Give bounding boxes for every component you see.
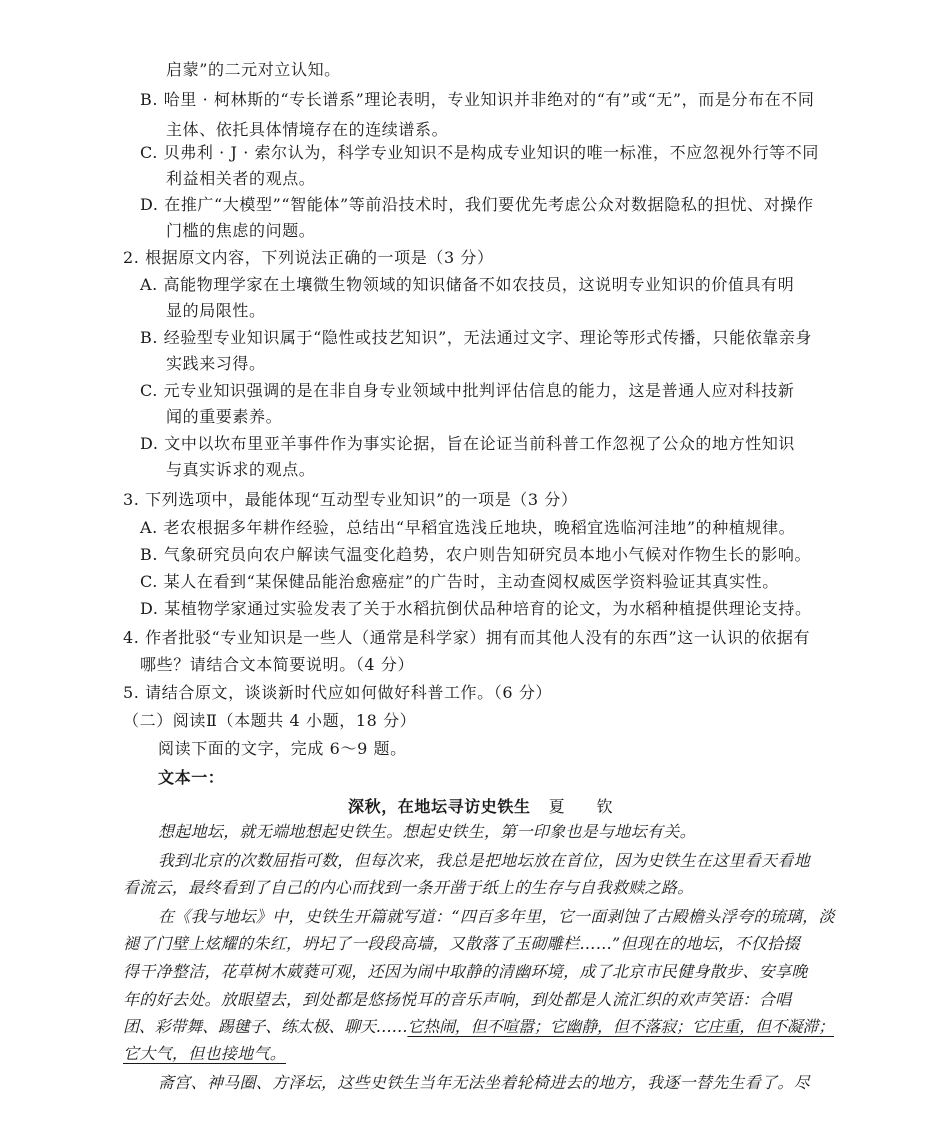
q5-stem: 5. 请结合原文，谈谈新时代应如何做好科普工作。（6 分） xyxy=(123,683,553,702)
passage-underlined-sentence: 它热闹，但不喧嚣；它幽静，但不落寂；它庄重，但不凝滞； xyxy=(407,1017,835,1036)
passage-paragraph-2-line1: 我到北京的次数屈指可数，但每次来，我总是把地坛放在首位，因为史铁生在这里看天看地 xyxy=(158,851,811,870)
q3-option-b: B. 气象研究员向农户解读气温变化趋势，农户则告知研究员本地小气候对作物生长的影响。 xyxy=(140,545,812,564)
passage-title: 深秋，在地坛寻访史铁生 xyxy=(348,797,531,816)
passage-underlined-sentence-end: 它大气，但也接地气。 xyxy=(123,1044,287,1063)
q2-stem: 2. 根据原文内容，下列说法正确的一项是（3 分） xyxy=(123,248,494,267)
q2-option-d-line2: 与真实诉求的观点。 xyxy=(166,460,316,479)
passage-paragraph-3-line4: 年的好去处。放眼望去，到处都是悠扬悦耳的音乐声响，到处都是人流汇织的欢声笑语：合唱 xyxy=(123,990,792,1009)
q1-option-d-line1: D. 在推广“大模型”“智能体”等前沿技术时，我们要优先考虑公众对数据隐私的担忧、对操作 xyxy=(140,195,814,214)
q2-option-c-line1: C. 元专业知识强调的是在非自身专业领域中批判评估信息的能力，这是普通人应对科技新 xyxy=(140,381,795,400)
passage-author: 夏 钦 xyxy=(548,797,621,816)
q1-option-d-line2: 门槛的焦虑的问题。 xyxy=(166,221,316,240)
q1-option-a-continuation: 启蒙”的二元对立认知。 xyxy=(166,60,341,79)
q4-stem-line1: 4. 作者批驳“专业知识是一些人（通常是科学家）拥有而其他人没有的东西”这一认识的依据有 xyxy=(123,628,811,647)
q2-option-b-line1: B. 经验型专业知识属于“隐性或技艺知识”，无法通过文字、理论等形式传播，只能依靠亲身 xyxy=(140,328,813,347)
q3-option-a: A. 老农根据多年耕作经验，总结出“早稻宜选浅丘地块，晚稻宜选临河洼地”的种植规律。 xyxy=(140,518,796,537)
text-one-label: 文本一： xyxy=(158,768,225,787)
q3-stem: 3. 下列选项中，最能体现“互动型专业知识”的一项是（3 分） xyxy=(123,490,578,509)
q1-option-c-line1: C. 贝弗利 · J · 索尔认为，科学专业知识不是构成专业知识的唯一标准，不应忽视外行等不同 xyxy=(140,143,819,162)
q1-option-b-line1: B. 哈里 · 柯林斯的“专长谱系”理论表明，专业知识并非绝对的“有”或“无”，而是分布在不同 xyxy=(140,90,815,109)
q2-option-d-line1: D. 文中以坎布里亚羊事件作为事实论据，旨在论证当前科普工作忽视了公众的地方性知识 xyxy=(140,434,796,453)
section-instruction: 阅读下面的文字，完成 6～9 题。 xyxy=(158,739,407,758)
q4-stem-line2: 哪些？请结合文本简要说明。（4 分） xyxy=(140,655,415,674)
passage-paragraph-3-line5 xyxy=(123,1017,834,1037)
q2-option-b-line2: 实践来习得。 xyxy=(166,354,266,373)
q1-option-b-line2: 主体、依托具体情境存在的连续谱系。 xyxy=(166,120,449,139)
section-heading: （二）阅读Ⅱ（本题共 4 小题，18 分） xyxy=(123,711,417,730)
q3-option-d: D. 某植物学家通过实验发表了关于水稻抗倒伏品种培育的论文，为水稻种植提供理论支持。 xyxy=(140,599,812,618)
q2-option-c-line2: 闻的重要素养。 xyxy=(166,407,283,426)
passage-paragraph-3-line3: 得干净整洁，花草树木葳蕤可观，还因为闹中取静的清幽环境，成了北京市民健身散步、安享晚 xyxy=(123,962,808,981)
q2-option-a-line2: 显的局限性。 xyxy=(166,301,266,320)
passage-paragraph-3-line2: 褪了门壁上炫耀的朱红，坍圮了一段段高墙，又散落了玉砌雕栏……”但现在的地坛，不仅拾掇 xyxy=(123,934,800,953)
q3-option-c: C. 某人在看到“某保健品能治愈癌症”的广告时，主动查阅权威医学资料验证其真实性。 xyxy=(140,572,779,591)
passage-paragraph-3-line6 xyxy=(123,1044,286,1064)
passage-title-line xyxy=(348,797,621,817)
passage-paragraph-4-line1: 斋宫、神马圈、方泽坛，这些史铁生当年无法坐着轮椅进去的地方，我逐一替先生看了。尽 xyxy=(158,1073,811,1092)
passage-activities-text: 团、彩带舞、踢毽子、练太极、聊天…… xyxy=(123,1017,408,1036)
passage-paragraph-1: 想起地坛，就无端地想起史铁生。想起史铁生，第一印象也是与地坛有关。 xyxy=(158,822,696,841)
passage-paragraph-3-line1: 在《我与地坛》中，史铁生开篇就写道：“四百多年里，它一面剥蚀了古殿檐头浮夸的琉璃，淡 xyxy=(158,907,835,926)
passage-paragraph-2-line2: 看流云，最终看到了自己的内心而找到一条开凿于纸上的生存与自我救赎之路。 xyxy=(123,878,694,897)
q2-option-a-line1: A. 高能物理学家在土壤微生物领域的知识储备不如农技员，这说明专业知识的价值具有明 xyxy=(140,275,795,294)
q1-option-c-line2: 利益相关者的观点。 xyxy=(166,169,316,188)
